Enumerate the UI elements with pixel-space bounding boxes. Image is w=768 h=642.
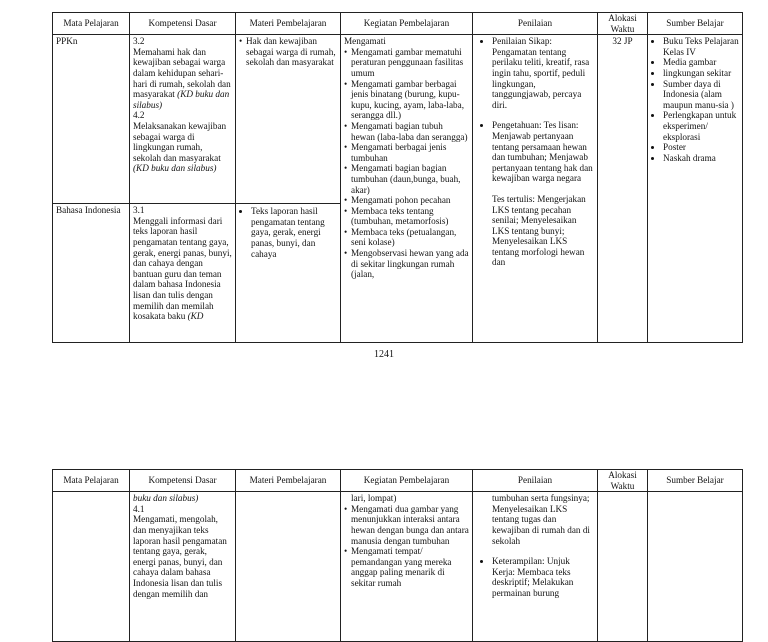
kd-bi-cell (130, 204, 236, 343)
penilaian-continued-cell (473, 492, 598, 642)
materi-continued-cell (236, 492, 341, 642)
header-sumber-belajar: Sumber Belajar (648, 470, 743, 492)
kegiatan-item: • Mengamati bagian tubuh hewan (laba-laba dan serangga) (351, 121, 469, 142)
sumber-item: • Perlengkapan untuk eksperimen/ eksplorasi (663, 110, 739, 142)
materi-bi-cell (236, 204, 341, 343)
kd-number: 3.1 (133, 205, 145, 216)
penilaian-pengetahuan (492, 120, 594, 184)
lesson-plan-table-page-2 (52, 469, 743, 642)
kegiatan-continued-text: lari, lompat) (351, 493, 397, 504)
penilaian-list (478, 120, 594, 184)
kd-note: buku dan silabus) (133, 493, 199, 504)
table-header-row (53, 13, 743, 35)
sumber-item: • Naskah drama (663, 153, 739, 164)
kegiatan-item: • Mengamati pohon pecahan (351, 195, 469, 206)
kd-note: (KD (187, 311, 204, 322)
header-materi-pembelajaran: Materi Pembelajaran (236, 13, 341, 35)
penilaian-continued-text: tumbuhan serta fungsinya; Menyelesaikan LKS tentang tugas dan kewajiban di rumah dan di sekolah (492, 493, 590, 546)
sumber-continued-cell (648, 492, 743, 642)
penilaian-tes-text: Mengerjakan LKS tentang pecahan senilai; Menyelesaikan LKS tentang bunyi; Menyelesaikan LKS tentang morfologi hewan dan (492, 193, 586, 268)
kd-note: (KD buku dan silabus) (133, 163, 217, 174)
kegiatan-item: • Membaca teks tentang (tumbuhan, metamorfosis) (351, 206, 469, 227)
sumber-item: • Media gambar (663, 57, 739, 68)
kd-text: Menggali informasi dari teks laporan hasil pengamatan tentang gaya, gerak, energi panas, bunyi, dan cahaya dengan bantuan guru dan teman dalam bahasa Indonesia lisan dan tulis dengan memilih dan memilah kosakata baku (133, 215, 232, 322)
header-mata-pelajaran: Mata Pelajaran (53, 470, 130, 492)
kegiatan-continued-cell (341, 492, 473, 642)
header-alokasi-waktu: Alokasi Waktu (598, 13, 648, 35)
sumber-item: • Sumber daya di Indonesia (alam maupun manu-sia ) (663, 79, 739, 111)
header-kompetensi-dasar: Kompetensi Dasar (130, 470, 236, 492)
header-penilaian: Penilaian (473, 470, 598, 492)
penilaian-keterampilan-title: Keterampilan: (492, 556, 545, 567)
penilaian-tes-title: Tes tertulis: (492, 193, 535, 204)
penilaian-sikap-text: Pengamatan tentang perilaku teliti, kreatif, rasa ingin tahu, sportif, peduli lingkungan, tanggungjawab, percaya diri. (492, 46, 590, 110)
header-kegiatan-pembelajaran: Kegiatan Pembelajaran (341, 13, 473, 35)
materi-item: • Teks laporan hasil pengamatan tentang gaya, gerak, energi panas, bunyi, dan cahaya (251, 206, 337, 259)
page-number: 1241 (374, 349, 394, 360)
kegiatan-item: • Mengobservasi hewan yang ada di sekitar lingkungan rumah (jalan, (351, 248, 469, 280)
subject-ppkn: PPKn (53, 35, 130, 204)
penilaian-pengetahuan-text: Tes lisan: Menjawab pertanyaan tentang persamaan hewan dan tumbuhan; Menjawab pertanyaan tentang hak dan kewajiban warga negara (492, 120, 593, 184)
kd-number: 4.2 (133, 110, 145, 121)
kegiatan-item: • Mengamati tempat/ pemandangan yang mereka anggap paling menarik di sekitar rumah (351, 546, 469, 588)
header-mata-pelajaran: Mata Pelajaran (53, 13, 130, 35)
sumber-item: • Poster (663, 142, 739, 153)
kegiatan-cell (341, 35, 473, 343)
kd-ppkn-cell (130, 35, 236, 204)
header-kegiatan-pembelajaran: Kegiatan Pembelajaran (341, 470, 473, 492)
kd-text: Mengamati, mengolah, dan menyajikan teks laporan hasil pengamatan tentang gaya, gerak, energi panas, bunyi, dan cahaya dalam bahasa Indonesia lisan dan tulis dengan memilih dan (133, 514, 227, 599)
header-penilaian: Penilaian (473, 13, 598, 35)
penilaian-keterampilan-text: Unjuk Kerja: Membaca teks deskriptif; Melakukan permainan burung (492, 556, 574, 598)
materi-ppkn-cell (236, 35, 341, 204)
kegiatan-item: • Membaca teks (petualangan, seni kolase) (351, 227, 469, 248)
kd-note: (KD buku dan silabus) (133, 89, 230, 110)
kegiatan-list (344, 504, 469, 589)
kegiatan-item: • Mengamati gambar mematuhi peraturan penggunaan fasilitas umum (351, 47, 469, 79)
kegiatan-item: • Mengamati dua gambar yang menunjukkan interaksi antara hewan dengan bunga dan antara manusia dengan tumbuhan (351, 504, 469, 546)
penilaian-list (478, 36, 594, 110)
kd-number: 4.1 (133, 503, 145, 514)
subject-continued (53, 492, 130, 642)
header-kompetensi-dasar: Kompetensi Dasar (130, 13, 236, 35)
penilaian-tes-tertulis (478, 194, 594, 268)
kd-continued-cell (130, 492, 236, 642)
penilaian-keterampilan (492, 556, 594, 598)
header-sumber-belajar: Sumber Belajar (648, 13, 743, 35)
kegiatan-heading: Mengamati (344, 36, 386, 47)
kegiatan-item: • Mengamati gambar berbagai jenis binatang (burung, kupu-kupu, kucing, ayam, laba-laba, serangga dll.) (351, 79, 469, 121)
subject-bahasa-indonesia: Bahasa Indonesia (53, 204, 130, 343)
sumber-item: • Buku Teks Pelajaran Kelas IV (663, 36, 739, 57)
alokasi-cell: 32 JP (598, 35, 648, 343)
kegiatan-item: • Mengamati bagian bagian tumbuhan (daun,bunga, buah, akar) (351, 163, 469, 195)
table-header-row (53, 470, 743, 492)
kd-number: 3.2 (133, 36, 145, 47)
kd-text: Memahami hak dan kewajiban sebagai warga dalam kehidupan sehari-hari di rumah, sekolah dan masyarakat (133, 46, 231, 100)
kegiatan-item: • Mengamati berbagai jenis tumbuhan (351, 142, 469, 163)
previous-page-fragment (0, 0, 768, 5)
penilaian-pengetahuan-title: Pengetahuan: (492, 120, 542, 131)
materi-item: • Hak dan kewajiban sebagai warga di rumah, sekolah dan masyarakat (246, 36, 337, 68)
table-row-continued (53, 492, 743, 642)
penilaian-sikap (492, 36, 594, 110)
sumber-list (651, 36, 739, 163)
penilaian-sikap-title: Penilaian Sikap: (492, 36, 552, 47)
sumber-item: • lingkungan sekitar (663, 68, 739, 79)
sumber-cell (648, 35, 743, 343)
header-alokasi-waktu: Alokasi Waktu (598, 470, 648, 492)
alokasi-continued-cell (598, 492, 648, 642)
lesson-plan-table-page-1 (52, 12, 743, 343)
table-row-ppkn (53, 35, 743, 204)
penilaian-cell (473, 35, 598, 343)
kd-text: Melaksanakan kewajiban sebagai warga di lingkungan rumah, sekolah dan masyarakat (133, 120, 227, 163)
header-materi-pembelajaran: Materi Pembelajaran (236, 470, 341, 492)
penilaian-list (476, 556, 594, 598)
kegiatan-list (344, 47, 469, 280)
